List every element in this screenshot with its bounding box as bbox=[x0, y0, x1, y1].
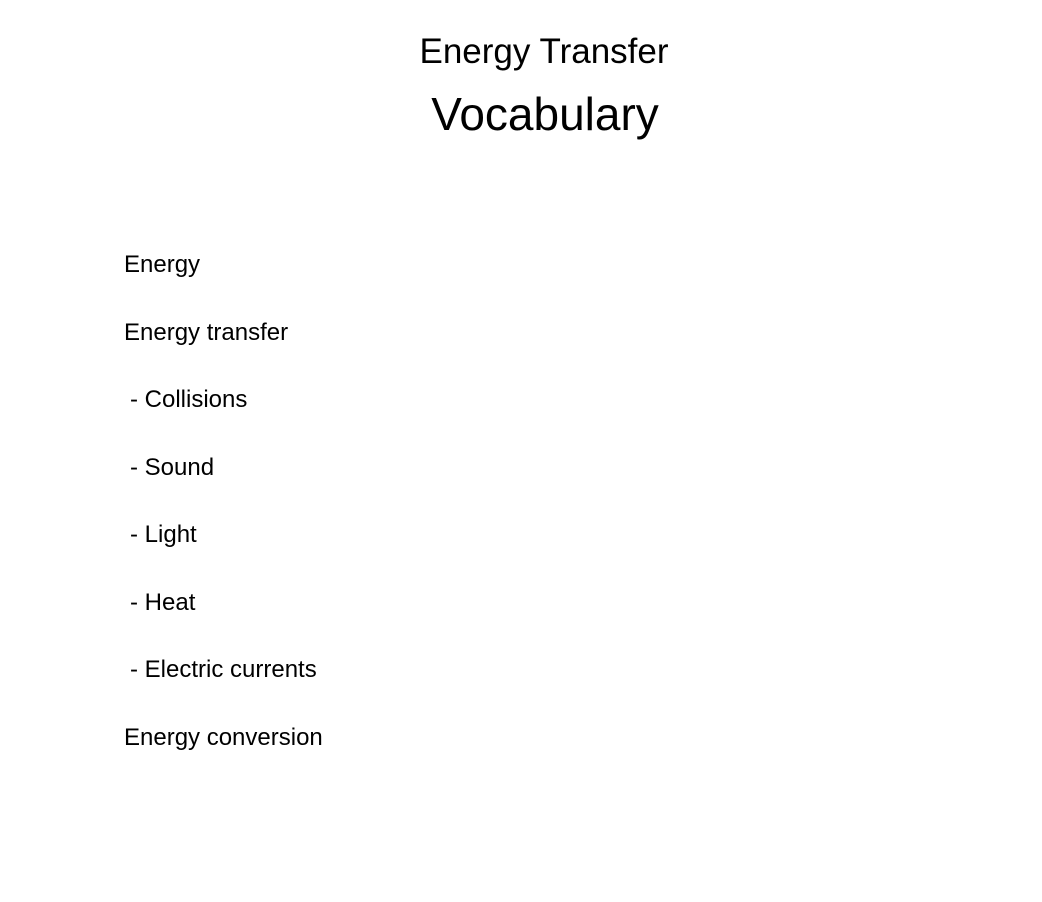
document-title: Vocabulary bbox=[431, 88, 659, 140]
vocab-item-energy-conversion: Energy conversion bbox=[124, 723, 323, 751]
vocab-subitem-sound: - Sound bbox=[130, 453, 215, 481]
vocab-subitem-heat: - Heat bbox=[130, 588, 196, 616]
vocab-subitem-light: - Light bbox=[130, 521, 197, 548]
vocab-subitem-collisions: - Collisions bbox=[130, 386, 248, 413]
vocab-subitem-electric-currents: - Electric currents bbox=[130, 656, 317, 683]
vocabulary-list bbox=[124, 250, 323, 790]
document-subtitle: Energy Transfer bbox=[419, 32, 669, 71]
vocab-item-energy: Energy bbox=[124, 251, 201, 278]
vocab-item-energy-transfer: Energy transfer bbox=[124, 318, 289, 346]
